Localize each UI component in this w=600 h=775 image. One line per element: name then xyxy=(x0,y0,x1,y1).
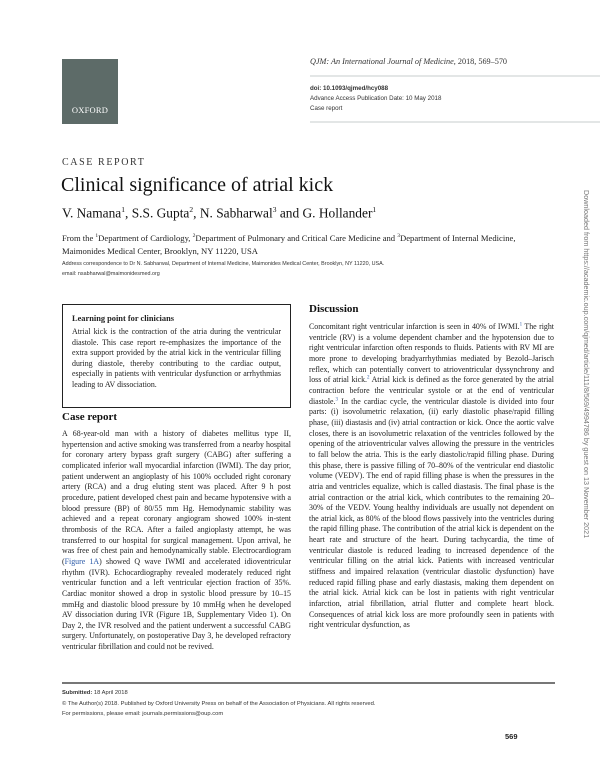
discussion-heading: Discussion xyxy=(309,303,359,315)
journal-citation xyxy=(310,57,507,66)
case-report-body xyxy=(62,429,291,653)
oxford-logo: OXFORD xyxy=(62,59,118,124)
affil-marker: 1 xyxy=(95,233,99,239)
page-number: 569 xyxy=(505,732,518,741)
affil-text: Department of Internal Medicine, Maimonides Medical Center, Brooklyn, NY 11220, USA xyxy=(62,232,516,256)
case-report-text: A 68-year-old man with a history of diabetes mellitus type II, hypertension and active smoking was transferred from a nearby hospital for coronary artery bypass graft surgery (CABG) after suffering a complicated inferior wall myocardial infarction (IWMI). The day prior, patient underwent an angioplasty of his 100% occluded right coronary artery (RCA) and a drug eluting stent was placed. After 9 h post procedure, patient developed chest pain and became hypotensive with a blood pressure (BP) of 80/55 mm Hg. Hemodynamic stability was achieved and a repeat coronary angiogram showed 100% in-stent thrombosis of the RCA. After a failed angioplasty attempt, he was transferred to our hospital for surgical management. Upon arrival, he was free of chest pain and hemodynamically stable. Electrocardiogram ( xyxy=(62,429,291,566)
learning-point-box xyxy=(62,304,291,408)
copyright: © The Author(s) 2018. Published by Oxford University Press on behalf of the Association of Physicians. All rights reserved. xyxy=(62,701,376,707)
submitted-value: 18 April 2018 xyxy=(92,690,128,696)
article-type: Case report xyxy=(310,105,343,112)
footer-rule xyxy=(62,682,555,684)
doi[interactable]: doi: 10.1093/qjmed/hcy088 xyxy=(310,85,389,92)
author-separator: and xyxy=(276,205,303,221)
learning-point-heading: Learning point for clinicians xyxy=(72,314,174,323)
correspondence-email[interactable]: email: nsabharwal@maimonidesmed.org xyxy=(62,270,160,277)
advance-access-date: Advance Access Publication Date: 10 May 2018 xyxy=(310,95,442,102)
affil-text: Department of Pulmonary and Critical Care Medicine and xyxy=(195,232,398,243)
case-report-text: ) showed Q wave IWMI and accelerated idioventricular rhythm (IVR). Echocardiography revealed moderately reduced right ventricular function and a left ventricular ejection fraction of 35%. Cardiac monitor showed a drop in systolic blood pressure by 10–15 mmHg and diastolic blood pressure by 10 mmHg when he developed AV dissociation during IVR (Figure 1B, Supplementary Video 1). On Day 2, the IVR resolved and the patient underwent a successful CABG surgery. Unfortunately, on postoperative Day 3, he developed refractory ventricular fibrillation and could not be revived. xyxy=(62,556,291,652)
submitted-date xyxy=(62,690,128,696)
figure-1a-link[interactable]: Figure 1A xyxy=(64,556,100,566)
case-report-heading: Case report xyxy=(62,411,118,423)
discussion-text: In the cardiac cycle, the ventricular diastole is divided into four parts: (i) isovolumetric relaxation, (ii) early diastolic phase/rapid filling phase, (iii) diastasis and (iv) atrial contraction or kick. Once the aortic valve closes, there is an isovolumetric relaxation of the ventricles followed by the opening of the atrioventricular valves allowing the pressure in the ventricles to fall below the atria. This is the early diastolic/rapid filling phase. During this phase, there is passive filling of 70–80% of the ventricular end diastolic volume (VEDV). The end of rapid filling phase is when the pressures in the atria and ventricles equalize, which is called diastasis. The final phase is the atrial contraction or the atrial kick, which contributes to the remaining 20–30% of the VEDV. Young healthy individuals are usually not dependent on the atrial kick, as 80% of the blood flows passively into the ventricles during the rapid filling phase. The contribution of the atrial kick is dependent on the heart rate and structure of the heart. During tachycardia, the time of ventricular diastole is reduced leading to increased dependence of the ventricular filling on the atrial kick. Patients with increased ventricular stiffness and impaired relaxation (ventricular diastolic dysfunction) have reduced rapid filling phase and early diastasis, making them dependent on the atrial kick. Atrial kick can be lost in patients with right ventricular infarction, atrial fibrillation, atrial flutter and complete heart block. Consequences of atrial kick loss are more profoundly seen in patients with right ventricular dysfunction, as xyxy=(309,396,554,630)
submitted-label: Submitted: xyxy=(62,690,93,696)
affil-marker: 2 xyxy=(192,233,196,239)
author-affiliation-marker: 3 xyxy=(272,205,277,214)
reference-link[interactable]: 3 xyxy=(335,396,339,402)
author-name: N. Sabharwal xyxy=(199,205,273,221)
permissions: For permissions, please email: journals.permissions@oup.com xyxy=(62,711,224,717)
article-title: Clinical significance of atrial kick xyxy=(61,174,334,196)
reference-link[interactable]: 2 xyxy=(367,375,370,381)
author-affiliation-marker: 2 xyxy=(189,205,194,214)
correspondence-address: Address correspondence to Dr N. Sabharwal, Department of Internal Medicine, Maimonides Medical Center, Brooklyn, NY 11220, USA. xyxy=(62,261,385,267)
header-rule xyxy=(310,75,600,77)
discussion-text: Atrial kick is defined as the force generated by the atrial contraction before the ventricular systole or at the end of ventricular diastole. xyxy=(309,375,554,406)
author-affiliation-marker: 1 xyxy=(372,205,377,214)
affil-text: Department of Cardiology, xyxy=(98,232,193,243)
author-separator: , xyxy=(125,205,132,221)
affiliations xyxy=(62,230,547,258)
discussion-text: Concomitant right ventricular infarction is seen in 40% of IWMI. xyxy=(309,322,520,331)
article-kicker: CASE REPORT xyxy=(62,157,146,168)
author-separator: , xyxy=(193,205,200,221)
author-name: V. Namana xyxy=(62,205,122,221)
journal-year-pages: , 2018, 569–570 xyxy=(453,57,507,66)
discussion-body xyxy=(309,322,554,631)
author-affiliation-marker: 1 xyxy=(121,205,125,214)
download-watermark: Downloaded from https://academic.oup.com/qjmed/article/111/8/569/4994786 by guest on 13 November 2021 xyxy=(582,190,591,539)
reference-link[interactable]: 1 xyxy=(519,322,523,328)
correspondence xyxy=(62,260,532,279)
discussion-text: The right ventricle (RV) is a volume dependent chamber and the hypotension due to right ventricular infarction often responds to fluids. Patients with RV MI are more prone to developing bradyarrhythmias mediated by Bezold–Jarisch reflex, which can potentially convert to atrioventricular dyssynchrony and loss of atrial kick. xyxy=(309,322,554,385)
author-name: S.S. Gupta xyxy=(131,205,190,221)
affil-marker: 3 xyxy=(397,233,400,239)
author-name: G. Hollander xyxy=(302,205,373,221)
author-list xyxy=(62,205,376,221)
affil-prefix: From the xyxy=(62,232,96,243)
learning-point-text: Atrial kick is the contraction of the atria during the ventricular diastole. This case report re-emphasizes the importance of the extra support provided by the atrial kick in the ventricular filling during diastole, thereby contributing to the cardiac output, especially in patients with ventricular dysfunction or arrhythmias leading to AV dissociation. xyxy=(72,327,281,389)
header-rule xyxy=(310,121,600,123)
journal-name: QJM: An International Journal of Medicine xyxy=(310,57,454,66)
